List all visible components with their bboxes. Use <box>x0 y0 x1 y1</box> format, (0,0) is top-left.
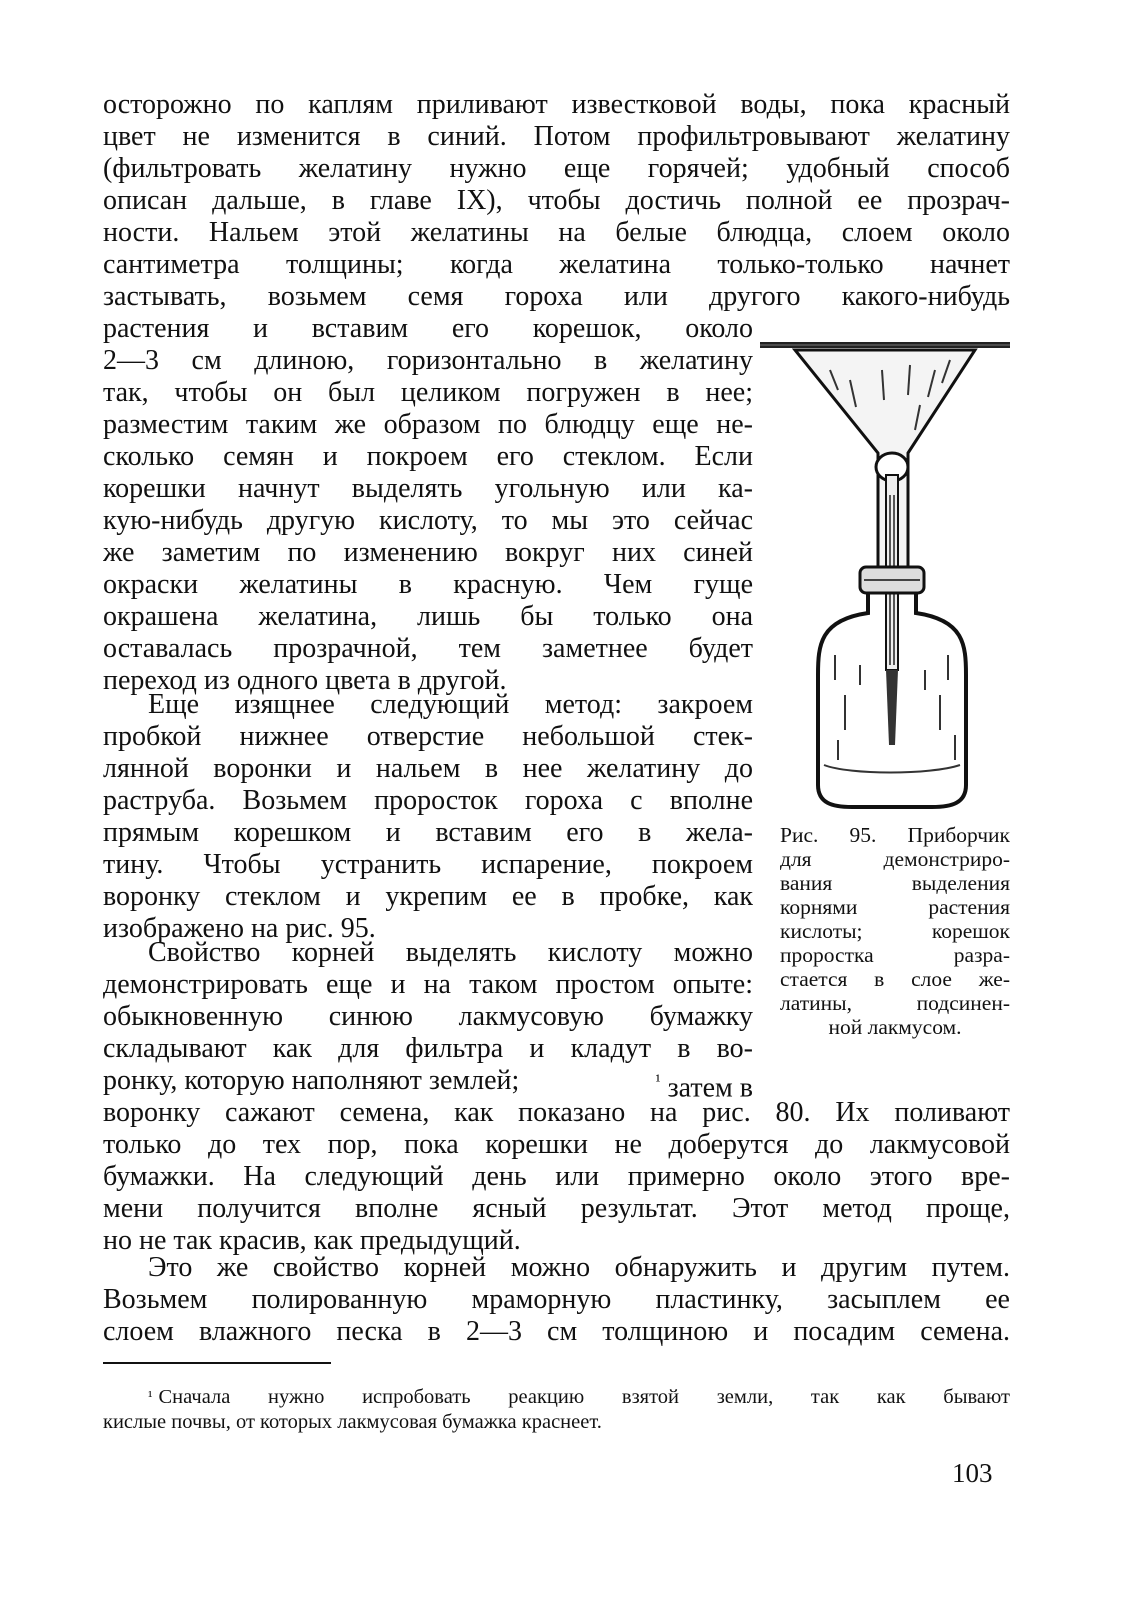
text-line: изображено на рис. 95. <box>103 913 376 944</box>
text-line: воронку стеклом и укрепим ее в пробке, как <box>103 881 753 912</box>
root-tip <box>886 670 898 745</box>
text-line: раструба. Возьмем проросток гороха с вполне <box>103 785 753 816</box>
text-line: Возьмем полированную мраморную пластинку, засыплем ее <box>103 1284 1010 1315</box>
figure-caption-line: вания выделения <box>780 871 1010 895</box>
figure-caption-line: ной лакмусом. <box>828 1015 962 1039</box>
text-line: разместим таким же образом по блюдцу еще не- <box>103 409 753 440</box>
footnote-rule <box>103 1362 331 1364</box>
text-line: Еще изящнее следующий метод: закроем <box>148 689 753 720</box>
text-line: но не так красив, как предыдущий. <box>103 1225 521 1256</box>
text-line: пробкой нижнее отверстие небольшой стек- <box>103 721 753 752</box>
figure-caption-line: стается в слое же- <box>780 967 1010 991</box>
text-line: обыкновенную синюю лакмусовую бумажку <box>103 1001 753 1032</box>
text-span: затем в <box>667 1072 753 1104</box>
text-line: бумажки. На следующий день или примерно около этого вре- <box>103 1161 1010 1192</box>
text-line: окрашена желатина, лишь бы только она <box>103 601 753 632</box>
text-line: оставалась прозрачной, тем заметнее будет <box>103 633 753 664</box>
text-line: цвет не изменится в синий. Потом профильтровывают желатину <box>103 121 1010 152</box>
text-line: сколько семян и покроем его стеклом. Если <box>103 441 753 472</box>
text-line: переход из одного цвета в другой. <box>103 665 507 696</box>
footnote-line <box>148 1385 1010 1409</box>
text-line: 2—3 см длиною, горизонтально в желатину <box>103 345 753 376</box>
text-line: осторожно по каплям приливают известковой воды, пока красный <box>103 89 1010 120</box>
text-line: Это же свойство корней можно обнаружить и другим путем. <box>148 1252 1010 1283</box>
text-line: же заметим по изменению вокруг них синей <box>103 537 753 568</box>
text-line: ности. Нальем этой желатины на белые блюдца, слоем около <box>103 217 1010 248</box>
footnote-line: кислые почвы, от которых лакмусовая бумажка краснеет. <box>103 1411 602 1433</box>
figure-caption-line: корнями растения <box>780 895 1010 919</box>
page-number: 103 <box>952 1458 993 1488</box>
figure-caption-line: латины, подсинен- <box>780 991 1010 1015</box>
text-line: описан дальше, в главе IX), чтобы достичь полной ее прозрач- <box>103 185 1010 216</box>
text-line: Свойство корней выделять кислоту можно <box>148 937 753 968</box>
text-span: ронку, которую наполняют землей; <box>103 1065 520 1096</box>
text-line: лянной воронки и нальем в нее желатину до <box>103 753 753 784</box>
figure-caption-line: Рис. 95. Приборчик <box>780 823 1010 847</box>
text-line: демонстрировать еще и на таком простом опыте: <box>103 969 753 1000</box>
text-line: только до тех пор, пока корешки не доберутся до лакмусовой <box>103 1129 1010 1160</box>
text-line: окраски желатины в красную. Чем гуще <box>103 569 753 600</box>
text-line: воронку сажают семена, как показано на рис. 80. Их поливают <box>103 1097 1010 1128</box>
figure-95-apparatus <box>760 335 1016 815</box>
text-line: (фильтровать желатину нужно еще горячей; удобный способ <box>103 153 1010 184</box>
text-line: слоем влажного песка в 2—3 см толщиною и посадим семена. <box>103 1316 1010 1347</box>
figure-caption-line: проростка разра- <box>780 943 1010 967</box>
text-line: складывают как для фильтра и кладут в во- <box>103 1033 753 1064</box>
figure-caption-line: кислоты; корешок <box>780 919 1010 943</box>
text-span: Сначала нужно испробовать реакцию взятой земли, так как бывают <box>158 1386 1010 1408</box>
text-line: так, чтобы он был целиком погружен в нее; <box>103 377 753 408</box>
footnote-marker: ¹ <box>148 1389 153 1405</box>
figure-caption-line: для демонстриро- <box>780 847 1010 871</box>
text-line: корешки начнут выделять угольную или ка- <box>103 473 753 504</box>
text-line: прямым корешком и вставим его в жела- <box>103 817 753 848</box>
text-line: кую-нибудь другую кислоту, то мы это сейчас <box>103 505 753 536</box>
footnote-marker[interactable]: ¹ <box>655 1071 661 1090</box>
text-line: тину. Чтобы устранить испарение, покроем <box>103 849 753 880</box>
text-line: растения и вставим его корешок, около <box>103 313 753 344</box>
text-line: сантиметра толщины; когда желатина только-только начнет <box>103 249 1010 280</box>
text-line: застывать, возьмем семя гороха или другого какого-нибудь <box>103 281 1010 312</box>
text-line: мени получится вполне ясный результат. Этот метод проще, <box>103 1193 1010 1224</box>
